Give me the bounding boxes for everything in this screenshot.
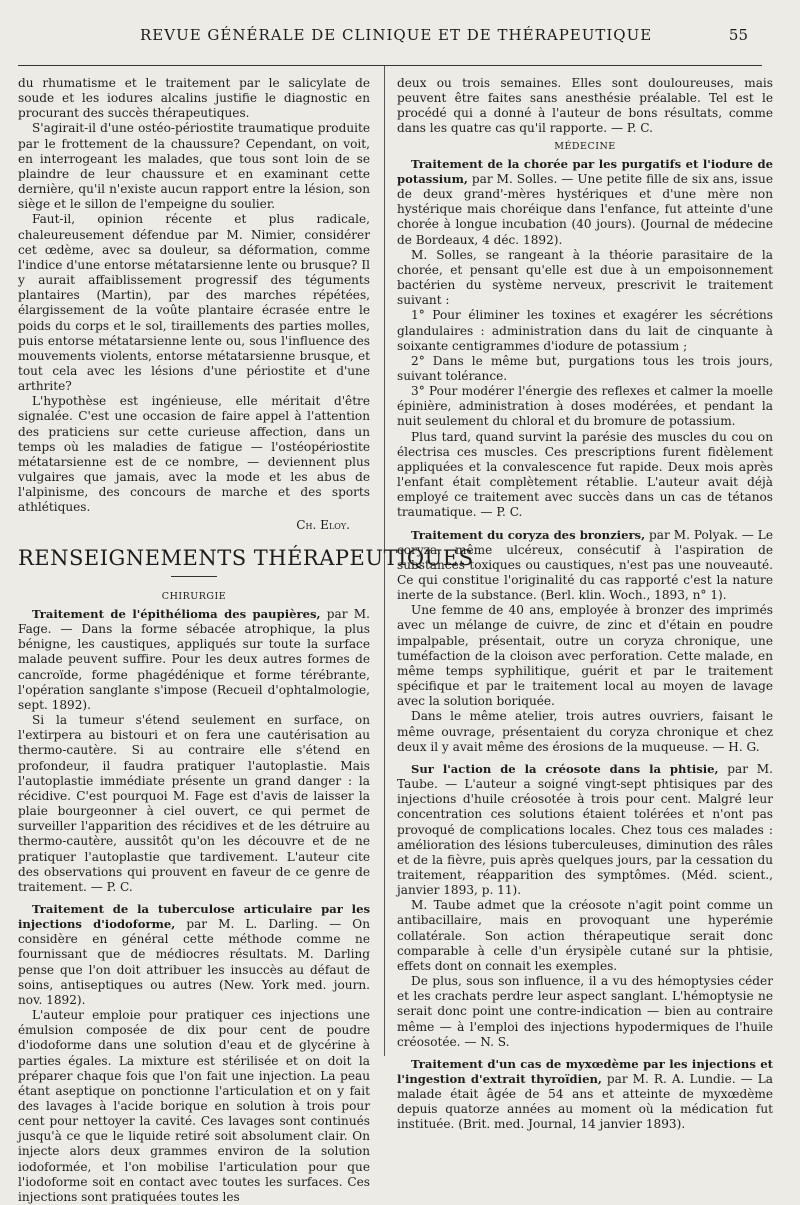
- paragraph: M. Solles, se rangeant à la théorie parasitaire de la chorée, et pensant qu'elle est due à un empoisonnement bactérien du système nerveux, prescrivit le traitement suivant :: [397, 247, 773, 308]
- article-title: Sur l'action de la créosote dans la phtisie,: [411, 761, 719, 776]
- title-rule: [171, 576, 217, 577]
- article-body: par M. Solles. — Une petite fille de six ans, issue de deux grand'-mères hystériques et d'une mère non hystérique mais choréique dans l'enfance, fut atteinte d'une chorée à longue incubation (40 jours). (Journal de médecine de Bordeaux, 4 déc. 1892).: [397, 171, 773, 247]
- paragraph: Si la tumeur s'étend seulement en surface, on l'extirpera au bistouri et on fera une cautérisation au thermo-cautère. Si au contraire elle s'étend en profondeur, il faudra pratiquer l'autoplastie. Mais l'autoplastie immédiate présente un grand danger : la récidive. C'est pourquoi M. Fage est d'avis de laisser la plaie bourgeonner à ciel ouvert, ce qui permet de surveiller l'apparition des récidives et de les détruire au thermo-cautère, aussitôt qu'on les découvre et de ne pratiquer l'autoplastie que tardivement. L'auteur cite des observations qui prouvent en faveur de ce genre de traitement. — P. C.: [18, 713, 370, 894]
- article-myxoedeme: [397, 1057, 773, 1133]
- article-coryza: [397, 528, 773, 604]
- article-epithelioma: [18, 607, 370, 713]
- article-title: Traitement de l'épithélioma des paupières,: [32, 607, 321, 621]
- paragraph: L'auteur emploie pour pratiquer ces injections une émulsion composée de dix pour cent de poudre d'iodoforme dans une solution d'eau et de glycérine à parties égales. La mixture est stérilisée et on doit la préparer chaque fois que l'on fait une injection. La peau étant aseptique on ponctionne l'articulation et on y fait des lavages à l'acide borique en solution à trois pour cent pour nettoyer la cavité. Ces lavages sont continués jusqu'à ce que le liquide retiré soit absolument clair. On injecte alors deux grammes environ de la solution iodoformée, et l'on mobilise l'articulation pour que l'iodoforme soit en contact avec toutes les surfaces. Ces injections sont pratiquées toutes les: [18, 1008, 370, 1204]
- paragraph: Plus tard, quand survint la parésie des muscles du cou on électrisa ces muscles. Ces prescriptions furent fidèlement appliquées et la convalescence fut rapide. Deux mois après l'enfant était complètement rétablie. L'auteur avait déjà employé ce traitement avec succès dans un cas de tétanos traumatique. — P. C.: [397, 429, 773, 520]
- article-tuberculose: [18, 902, 370, 1008]
- paragraph: L'hypothèse est ingénieuse, elle méritait d'être signalée. C'est une occasion de faire appel à l'attention des praticiens sur cette curieuse affection, dans un temps où les maladies de fatigue — l'ostéopériostite métatarsienne est de ce nombre, — deviennent plus vulgaires que jamais, avec la mode et les abus de l'alpinisme, des concours de marche et des sports athlétiques.: [18, 394, 370, 515]
- paragraph: S'agirait-il d'une ostéo-périostite traumatique produite par le frottement de la chaussure? Cependant, on voit, en interrogeant les malades, que tous sont loin de se plaindre de leur chaussure et en examinant cette dernière, qu'il n'existe aucun rapport entre la lésion, son siège et le sillon de l'empeigne du soulier.: [18, 121, 370, 212]
- author-signature: Ch. Eloy.: [296, 517, 350, 532]
- article-body: par M. L. Darling. — On considère en général cette méthode comme ne fournissant que de médiocres résultats. M. Darling pense que l'on doit attribuer les insuccès au défaut de soins, antiseptiques ou autres (New. York med. journ. nov. 1892).: [18, 917, 370, 1007]
- paragraph: deux ou trois semaines. Elles sont douloureuses, mais peuvent être faites sans anesthésie préalable. Tel est le procédé qui a donné à l'auteur de bons résultats, comme dans les quatre cas qu'il rapporte. — P. C.: [397, 76, 773, 136]
- article-body: par M. Fage. — Dans la forme sébacée atrophique, la plus bénigne, les caustiques, appliqués sur toute la surface malade peuvent suffire. Pour les deux autres formes de cancroïde, forme phagédénique et forme térébrante, l'opération sanglante s'impose (Recueil d'ophtalmologie, sept. 1892).: [18, 607, 370, 712]
- page-number: 55: [728, 26, 748, 44]
- article-body: par M. R. A. Lundie. — La malade était âgée de 54 ans et atteinte de myxœdème depuis quatorze années au moment où la médication fut instituée. (Brit. med. Journal, 14 janvier 1893).: [397, 1072, 774, 1132]
- paragraph: 2° Dans le même but, purgations tous les trois jours, suivant tolérance.: [397, 353, 773, 383]
- header-rule: [18, 65, 762, 66]
- article-choree: [397, 157, 773, 248]
- paragraph: Faut-il, opinion récente et plus radicale, chaleureusement défendue par M. Nimier, considérer cet œdème, avec sa douleur, sa déformation, comme l'indice d'une entorse métatarsienne lente ou brusque? Il y aurait affaiblissement progressif des téguments plantaires (Martin), par des marches répétées, élargissement de la voûte plantaire écrasée entre le poids du corps et le sol, tiraillements des parties molles, puis entorse métatarsienne lente ou, sous l'influence des mouvements violents, entorse métatarsienne brusque, et tout cela avec les lésions d'une périostite et d'une arthrite?: [18, 212, 370, 394]
- subheading-chirurgie: CHIRURGIE: [161, 590, 227, 602]
- article-title: Traitement de la chorée par les purgatifs et l'iodure de potassium,: [397, 156, 773, 186]
- paragraph: du rhumatisme et le traitement par le salicylate de soude et les iodures alcalins justifie le diagnostic en procurant des succès thérapeutiques.: [18, 76, 370, 121]
- page-header: [0, 26, 800, 52]
- paragraph: Dans le même atelier, trois autres ouvriers, faisant le même ouvrage, présentaient du coryza chronique et chez deux il y avait même des érosions de la muqueuse. — H. G.: [397, 709, 773, 754]
- paragraph: 3° Pour modérer l'énergie des reflexes et calmer la moelle épinière, administration à doses modérées, et pendant la nuit seulement du chloral et du bromure de potassium.: [397, 384, 773, 429]
- section-title: RENSEIGNEMENTS THÉRAPEUTIQUES: [18, 545, 474, 570]
- paragraph: 1° Pour éliminer les toxines et exagérer les sécrétions glandulaires : administration dans du lait de cinquante à soixante centigrammes d'iodure de potassium ;: [397, 308, 773, 353]
- paragraph: M. Taube admet que la créosote n'agit point comme un antibacillaire, mais en provoquant une hyperémie collatérale. Son action thérapeutique serait donc comparable à celle d'un érysipèle cutané sur la phtisie, effets dont on connait les exemples.: [397, 898, 773, 973]
- article-title: Traitement d'un cas de myxœdème par les injections et l'ingestion d'extrait thyroïdien,: [397, 1056, 773, 1086]
- article-body: par M. Taube. — L'auteur a soigné vingt-sept phtisiques par des injections d'huile créosotée à trois pour cent. Malgré leur concentration ces solutions étaient tolérées et n'ont pas provoqué de complications locales. Chez tous ces malades : amélioration des lésions tuberculeuses, diminution des râles et de la fièvre, puis après quelques jours, par la cessation du traitement, réapparition des symptômes. (Méd. scient., janvier 1893, p. 11).: [397, 761, 773, 898]
- paragraph: De plus, sous son influence, il a vu des hémoptysies céder et les crachats perdre leur aspect sanglant. L'hémoptysie ne serait donc point une contre-indication — bien au contraire même — à l'emploi des injections hypodermiques de l'huile créosotée. — N. S.: [397, 974, 773, 1049]
- article-body: par M. Polyak. — Le coryza, même ulcéreux, consécutif à l'aspiration de substances toxiques ou caustiques, n'est pas une nouveauté. Ce qui constitue l'originalité du cas rapporté c'est la nature inerte de la substance. (Berl. klin. Woch., 1893, n° 1).: [397, 527, 773, 603]
- article-creosote: [397, 762, 773, 898]
- subheading-medecine: MÉDECINE: [554, 140, 616, 152]
- running-title: REVUE GÉNÉRALE DE CLINIQUE ET DE THÉRAPEUTIQUE: [140, 26, 653, 44]
- article-title: Traitement de la tuberculose articulaire par les injections d'iodoforme,: [18, 901, 370, 932]
- left-column: [18, 76, 474, 1205]
- right-column: [397, 76, 773, 1133]
- paragraph: Une femme de 40 ans, employée à bronzer des imprimés avec un mélange de cuivre, de zinc et d'étain en poudre impalpable, présentait, outre un coryza chronique, une tuméfaction de la cloison avec perforation. Cette malade, en même temps syphilitique, guérit et par le traitement spécifique et par le traitement local au moyen de lavage avec la solution boriquée.: [397, 603, 773, 709]
- article-title: Traitement du coryza des bronziers,: [411, 527, 646, 542]
